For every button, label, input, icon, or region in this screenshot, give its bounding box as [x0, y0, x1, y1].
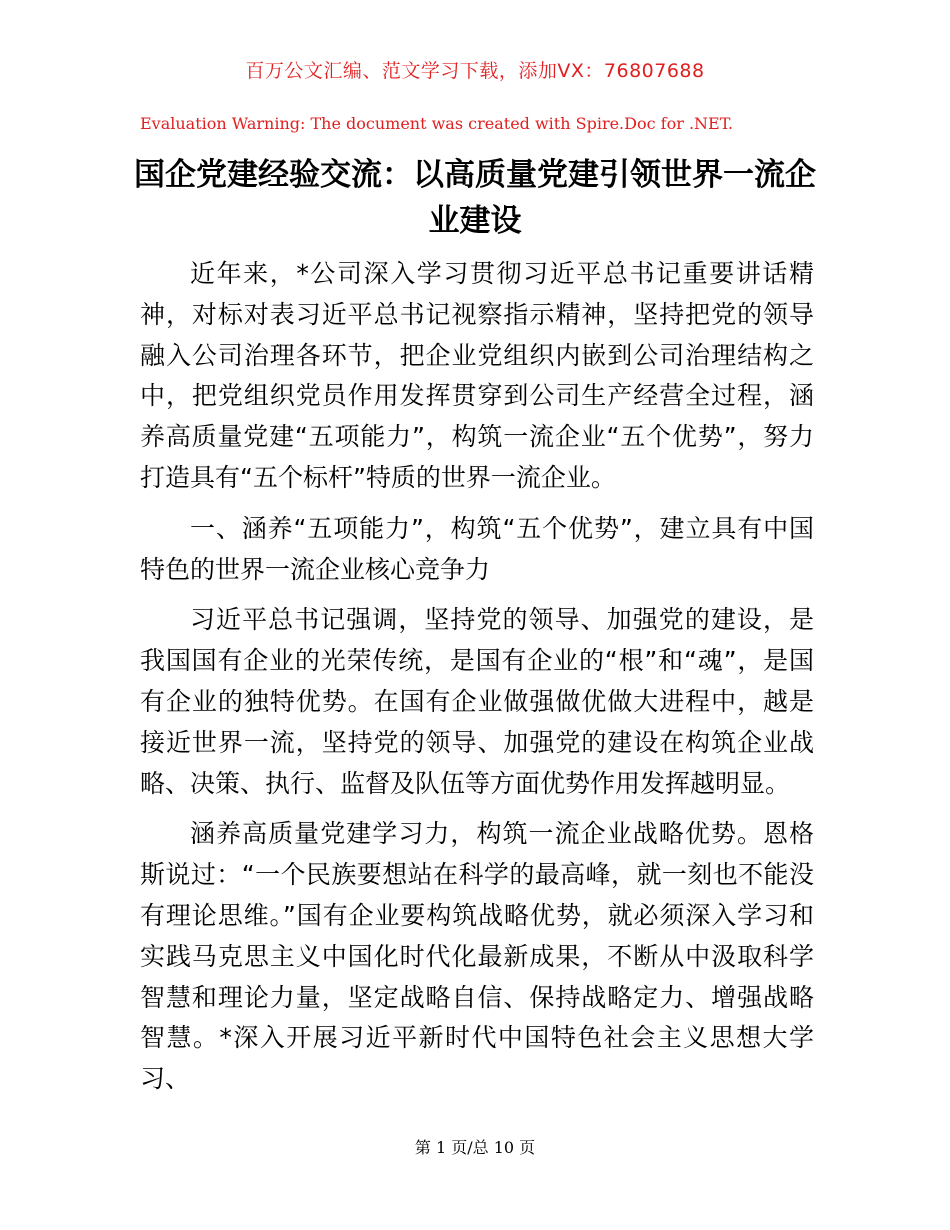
paragraph-party-leadership: 习近平总书记强调，坚持党的领导、加强党的建设，是我国国有企业的光荣传统，是国有企业的“根”和“魂”，是国有企业的独特优势。在国有企业做强做优做大进程中，越是接近世界一流，坚持党的领导、加强党的建设在构筑企业战略、决策、执行、监督及队伍等方面优势作用发挥越明显。 — [140, 605, 814, 798]
document-title: 国企党建经验交流：以高质量党建引领世界一流企业建设 — [134, 157, 816, 239]
header-banner: 百万公文汇编、范文学习下载，添加VX：76807688 — [245, 60, 705, 82]
page-number: 第 1 页/总 10 页 — [414, 1138, 536, 1157]
evaluation-warning: Evaluation Warning: The document was created with Spire.Doc for .NET. — [140, 114, 734, 133]
document-body — [140, 254, 814, 1110]
paragraph-learning-capacity: 涵养高质量党建学习力，构筑一流企业战略优势。恩格斯说过：“一个民族要想站在科学的最高峰，就一刻也不能没有理论思维。”国有企业要构筑战略优势，就必须深入学习和实践马克思主义中国化时代化最新成果，不断从中汲取科学智慧和理论力量，坚定战略自信、保持战略定力、增强战略智慧。*深入开展习近平新时代中国特色社会主义思想大学习、 — [140, 819, 814, 1094]
section-heading-1: 一、涵养“五项能力”，构筑“五个优势”，建立具有中国特色的世界一流企业核心竞争力 — [140, 513, 814, 584]
paragraph-intro: 近年来，*公司深入学习贯彻习近平总书记重要讲话精神，对标对表习近平总书记视察指示精神，坚持把党的领导融入公司治理各环节，把企业党组织内嵌到公司治理结构之中，把党组织党员作用发挥贯穿到公司生产经营全过程，涵养高质量党建“五项能力”，构筑一流企业“五个优势”，努力打造具有“五个标杆”特质的世界一流企业。 — [140, 259, 814, 492]
